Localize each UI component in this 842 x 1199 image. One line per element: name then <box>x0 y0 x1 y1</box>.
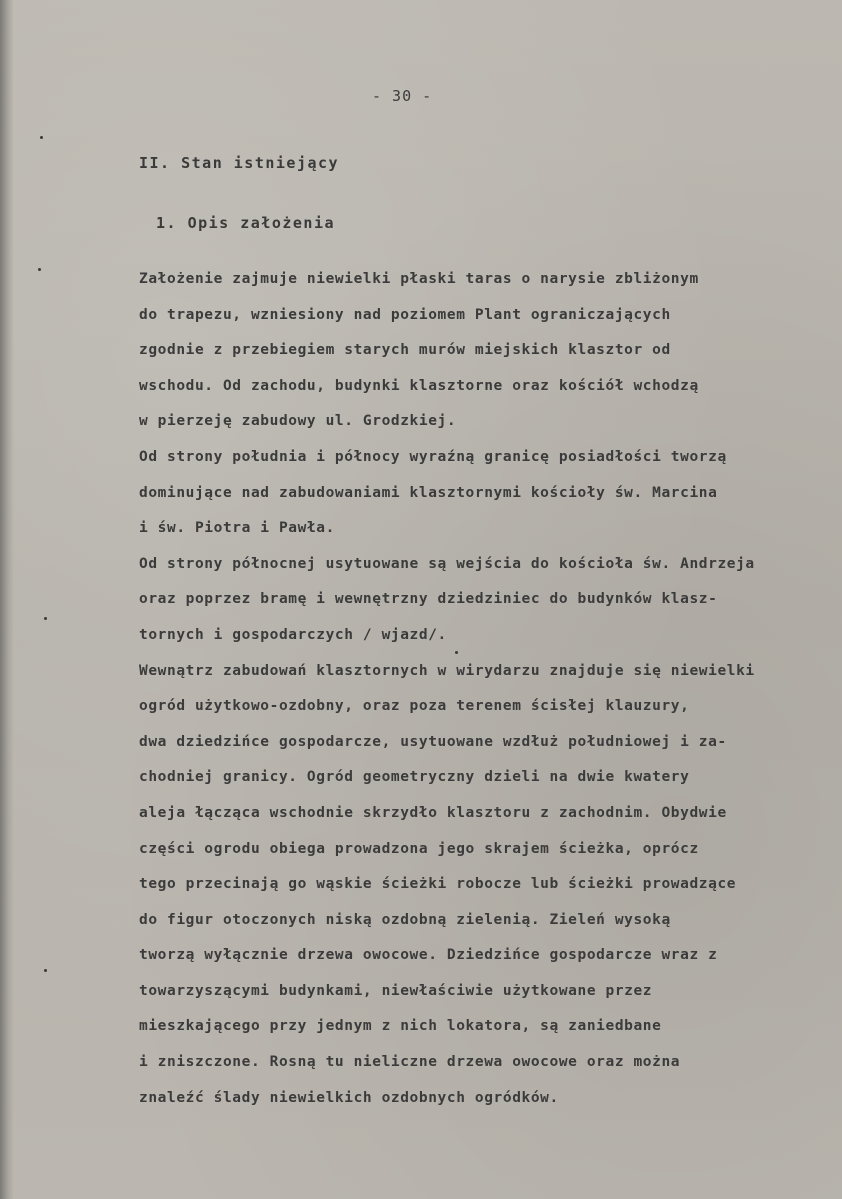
body-text <box>139 262 839 1116</box>
text-line: tworzą wyłącznie drzewa owocowe. Dziedzińce gospodarcze wraz z <box>139 947 718 964</box>
text-line: wschodu. Od zachodu, budynki klasztorne oraz kościół wchodzą <box>139 377 699 394</box>
page-number: - 30 - <box>372 87 433 105</box>
text-line: mieszkającego przy jednym z nich lokatora, są zaniedbane <box>139 1018 662 1035</box>
text-line: tego przecinają go wąskie ścieżki robocze lub ścieżki prowadzące <box>139 876 737 893</box>
text-line: oraz poprzez bramę i wewnętrzny dziedziniec do budynków klasz- <box>139 591 718 608</box>
text-line: tornych i gospodarczych / wjazd/. <box>139 626 447 643</box>
text-line: znaleźć ślady niewielkich ozdobnych ogródków. <box>139 1089 559 1106</box>
text-line: dwa dziedzińce gospodarcze, usytuowane wzdłuż południowej i za- <box>139 733 727 750</box>
text-line: Od strony północnej usytuowane są wejścia do kościoła św. Andrzeja <box>139 555 755 572</box>
text-line: Od strony południa i północy wyraźną granicę posiadłości tworzą <box>139 448 727 465</box>
subsection-heading: 1. Opis założenia <box>156 214 336 232</box>
text-line: w pierzeję zabudowy ul. Grodzkiej. <box>139 413 457 430</box>
margin-mark <box>38 268 41 271</box>
text-line: towarzyszącymi budynkami, niewłaściwie użytkowane przez <box>139 982 653 999</box>
text-line: i św. Piotra i Pawła. <box>139 520 335 537</box>
text-line: Wewnątrz zabudowań klasztornych w wirydarzu znajduje się niewielki <box>139 662 755 679</box>
text-line: aleja łącząca wschodnie skrzydło klasztoru z zachodnim. Obydwie <box>139 804 727 821</box>
page-left-edge-shadow <box>0 0 14 1199</box>
margin-mark <box>40 136 43 139</box>
margin-mark <box>44 617 47 620</box>
text-line: Założenie zajmuje niewielki płaski taras o narysie zbliżonym <box>139 271 699 287</box>
text-line: i zniszczone. Rosną tu nieliczne drzewa owocowe oraz można <box>139 1054 681 1071</box>
text-line: do trapezu, wzniesiony nad poziomem Plant ograniczających <box>139 306 671 323</box>
section-heading: II. Stan istniejący <box>139 154 340 172</box>
margin-mark <box>44 969 47 972</box>
text-line: chodniej granicy. Ogród geometryczny dzieli na dwie kwatery <box>139 769 690 786</box>
text-line: do figur otoczonych niską ozdobną zielenią. Zieleń wysoką <box>139 911 671 928</box>
text-line: części ogrodu obiega prowadzona jego skrajem ścieżka, oprócz <box>139 840 699 857</box>
text-line: dominujące nad zabudowaniami klasztornymi kościoły św. Marcina <box>139 484 718 501</box>
text-line: ogród użytkowo-ozdobny, oraz poza terenem ścisłej klauzury, <box>139 698 690 715</box>
text-line: zgodnie z przebiegiem starych murów miejskich klasztor od <box>139 342 671 359</box>
